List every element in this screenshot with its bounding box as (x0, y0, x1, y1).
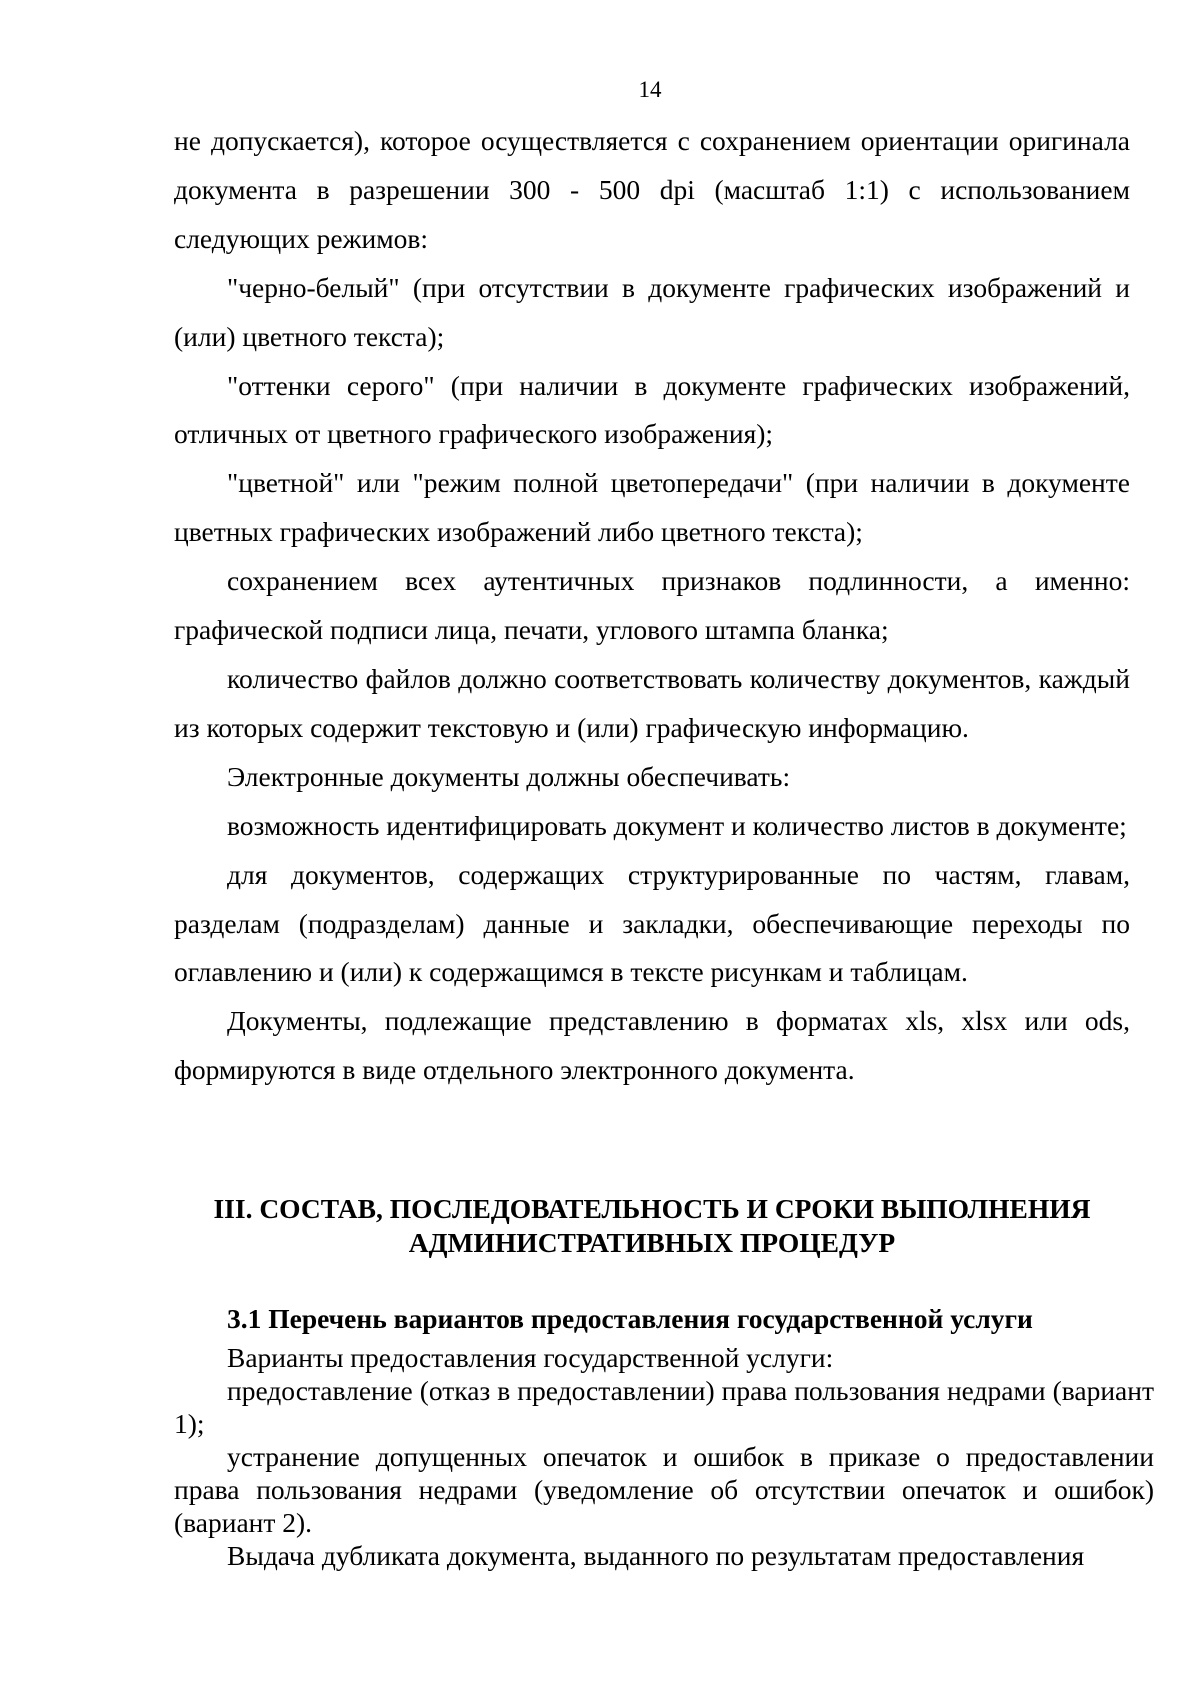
paragraph-variant-1: предоставление (отказ в предоставлении) права пользования недрами (вариант 1); (174, 1375, 1154, 1439)
paragraph-mode-black-white: "черно-белый" (при отсутствии в документе графических изображений и (или) цветного текста); (174, 271, 1130, 352)
paragraph-identify-document: возможность идентифицировать документ и количество листов в документе; (227, 809, 1127, 841)
paragraph-mode-color: "цветной" или "режим полной цветопередачи" (при наличии в документе цветных графических изображений либо цветного текста); (174, 467, 1130, 548)
paragraph-electronic-docs: Электронные документы должны обеспечивать: (227, 760, 791, 792)
paragraph-structured-docs: для документов, содержащих структурированные по частям, главам, разделам (подразделам) данные и закладки, обеспечивающие переходы по оглавлению и (или) к содержащимся в тексте рисункам и таблицам. (174, 858, 1130, 988)
paragraph-variants-intro: Варианты предоставления государственной услуги: (227, 1342, 834, 1373)
subsection-text (174, 1341, 1154, 1572)
paragraph-scan-resolution: не допускается), которое осуществляется с сохранением ориентации оригинала документа в разрешении 300 - 500 dpi (масштаб 1:1) с использованием следующих режимов: (174, 125, 1130, 254)
paragraph-variant-2: устранение допущенных опечаток и ошибок в приказе о предоставлении права пользования недрами (уведомление об отсутствии опечаток и ошибок) (вариант 2). (174, 1441, 1154, 1538)
page-number: 14 (638, 77, 662, 102)
subsection-heading: 3.1 Перечень вариантов предоставления государственной услуги (227, 1303, 1033, 1334)
paragraph-mode-grayscale: "оттенки серого" (при наличии в документе графических изображений, отличных от цветного графического изображения); (174, 369, 1130, 450)
section-heading: III. СОСТАВ, ПОСЛЕДОВАТЕЛЬНОСТЬ И СРОКИ ВЫПОЛНЕНИЯ АДМИНИСТРАТИВНЫХ ПРОЦЕДУР (213, 1193, 1091, 1258)
paragraph-file-count: количество файлов должно соответствовать количеству документов, каждый из которых содержит текстовую и (или) графическую информацию. (174, 662, 1130, 743)
paragraph-authenticity: сохранением всех аутентичных признаков подлинности, а именно: графической подписи лица, печати, углового штампа бланка; (174, 565, 1130, 646)
paragraph-duplicate: Выдача дубликата документа, выданного по результатам предоставления (227, 1540, 1085, 1571)
paragraph-spreadsheet-formats: Документы, подлежащие представлению в форматах xls, xlsx или ods, формируются в виде отдельного электронного документа. (174, 1005, 1130, 1086)
body-text (174, 117, 1130, 1095)
